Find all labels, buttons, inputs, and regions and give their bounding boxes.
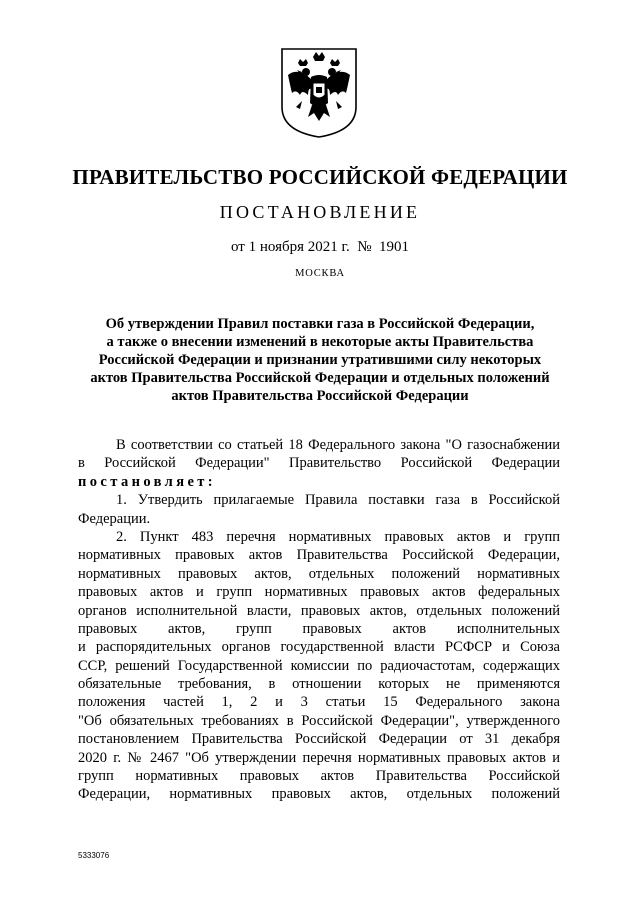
- document-date-number: от 1 ноября 2021 г. № 1901: [230, 239, 410, 255]
- body-line: и распорядительных органов государственной власти РСФСР и Союза: [78, 639, 560, 656]
- body-line: правовых актов и групп нормативных правовых актов федеральных: [78, 584, 560, 601]
- body-line: ССР, решений Государственной комиссии по радиочастотам, содержащих: [78, 657, 560, 674]
- government-title: ПРАВИТЕЛЬСТВО РОССИЙСКОЙ ФЕДЕРАЦИИ: [72, 165, 568, 189]
- body-line: "Об обязательных требованиях в Российской Федерации", утвержденного: [78, 712, 560, 729]
- heading-line: актов Правительства Российской Федерации и отдельных положений: [90, 370, 550, 386]
- body-line: правовых актов, групп правовых актов исполнительных: [78, 620, 560, 637]
- body-line: нормативных правовых актов Правительства Российской Федерации,: [78, 547, 560, 564]
- document-footer-code: 5333076: [78, 851, 110, 860]
- body-line-resolves: постановляет:: [78, 473, 217, 490]
- heading-line: актов Правительства Российской Федерации: [171, 388, 469, 404]
- coat-of-arms-icon: [278, 45, 360, 141]
- body-line: групп нормативных правовых актов Правительства Российской: [78, 768, 560, 785]
- body-line: положения частей 1, 2 и 3 статьи 15 Федерального закона: [78, 694, 560, 711]
- body-line: 2020 г. № 2467 "Об утверждении перечня нормативных правовых актов и: [78, 749, 560, 766]
- heading-line: Об утверждении Правил поставки газа в Российской Федерации,: [105, 316, 535, 332]
- document-type: ПОСТАНОВЛЕНИЕ: [219, 202, 421, 222]
- body-line: 2. Пункт 483 перечня нормативных правовых актов и групп: [116, 528, 560, 545]
- body-line: постановлением Правительства Российской Федерации от 31 декабря: [78, 731, 560, 748]
- body-line: В соответствии со статьей 18 Федерального закона "О газоснабжении: [116, 437, 560, 453]
- body-line: Федерации, нормативных правовых актов, отдельных положений: [78, 786, 560, 803]
- body-line: нормативных правовых актов, отдельных положений нормативных: [78, 565, 560, 582]
- heading-line: а также о внесении изменений в некоторые акты Правительства: [106, 334, 534, 350]
- body-line: Федерации.: [78, 510, 151, 527]
- body-line: обязательные требования, в отношении которых не применяются: [78, 676, 560, 693]
- document-heading: [70, 315, 570, 405]
- body-line: в Российской Федерации" Правительство Российской Федерации: [78, 455, 560, 472]
- document-body: [78, 436, 560, 804]
- document-city: МОСКВА: [295, 268, 345, 279]
- heading-line: Российской Федерации и признании утратившими силу некоторых: [98, 352, 542, 368]
- body-line: 1. Утвердить прилагаемые Правила поставки газа в Российской: [116, 492, 560, 509]
- body-line: органов исполнительной власти, правовых актов, отдельных положений: [78, 602, 560, 619]
